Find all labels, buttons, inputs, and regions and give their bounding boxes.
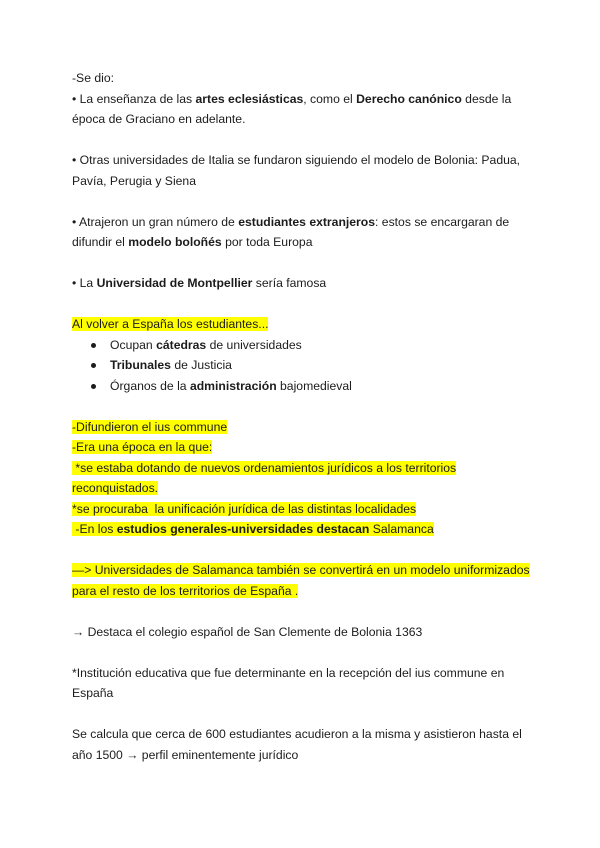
list-item: Tribunales de Justicia: [72, 355, 532, 376]
paragraph-extranjeros-line2: difundir el modelo boloñés por toda Europa: [72, 235, 313, 249]
paragraph-italia-line2: Pavía, Perugia y Siena: [72, 173, 196, 188]
paragraph-san-clemente: → Destaca el colegio español de San Clemente de Bolonia 1363: [72, 624, 423, 639]
spacer: [72, 191, 532, 212]
paragraph-italia-line1: • Otras universidades de Italia se fundaron siguiendo el modelo de Bolonia: Padua,: [72, 153, 521, 167]
spacer: [72, 253, 532, 274]
intro-line: -Se dio:: [72, 71, 115, 85]
highlight-line: *se estaba dotando de nuevos ordenamientos jurídicos a los territorios: [72, 460, 457, 475]
paragraph-montpellier: • La Universidad de Montpellier sería famosa: [72, 276, 327, 290]
paragraph-artes-line1: • La enseñanza de las artes eclesiásticas, como el Derecho canónico desde la: [72, 91, 512, 106]
document-body: [72, 68, 532, 765]
paragraph-institucion-line2: España: [72, 686, 114, 700]
section-heading-volver: Al volver a España los estudiantes...: [72, 317, 269, 331]
highlight-line: -Difundieron el ius commune: [72, 419, 228, 434]
spacer: [72, 540, 532, 561]
spacer: [72, 642, 532, 663]
highlight-line: reconquistados.: [72, 481, 159, 495]
spacer: [72, 130, 532, 151]
list-item: Ocupan cátedras de universidades: [72, 335, 532, 356]
paragraph-artes-line2: época de Graciano en adelante.: [72, 112, 246, 126]
bullet-dot-icon: [91, 384, 96, 389]
spacer: [72, 294, 532, 315]
paragraph-estudiantes-line1: Se calcula que cerca de 600 estudiantes acudieron a la misma y asistieron hasta el: [72, 727, 522, 741]
highlight-line: -Era una época en la que:: [72, 440, 213, 454]
bullet-list: [72, 335, 532, 397]
highlight-line: —> Universidades de Salamanca también se convertirá en un modelo uniformizados: [72, 563, 530, 577]
bullet-dot-icon: [91, 363, 96, 368]
bullet-dot-icon: [91, 343, 96, 348]
highlight-line: *se procuraba la unificación jurídica de las distintas localidades: [72, 501, 417, 516]
paragraph-institucion-line1: *Institución educativa que fue determinante en la recepción del ius commune en: [72, 665, 505, 680]
paragraph-estudiantes-line2: año 1500 → perfil eminentemente jurídico: [72, 747, 299, 762]
spacer: [72, 704, 532, 725]
highlight-line: para el resto de los territorios de España .: [72, 583, 299, 598]
list-item: Órganos de la administración bajomedieval: [72, 376, 532, 397]
spacer: [72, 601, 532, 622]
spacer: [72, 396, 532, 417]
highlight-line: -En los estudios generales-universidades destacan Salamanca: [72, 522, 434, 536]
paragraph-extranjeros-line1: • Atrajeron un gran número de estudiantes extranjeros: estos se encargaran de: [72, 214, 510, 229]
